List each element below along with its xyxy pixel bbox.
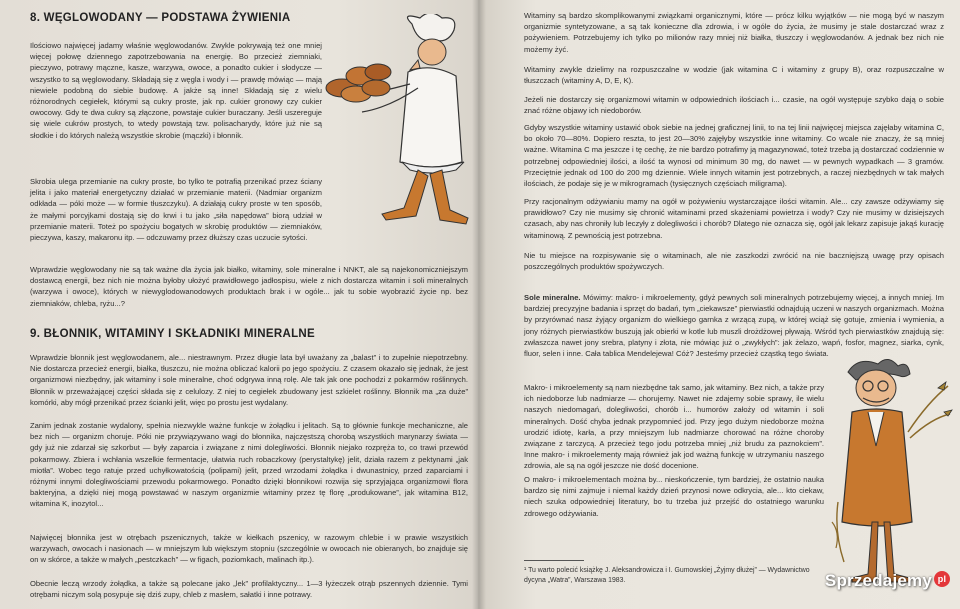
watermark-text: Sprzedajemy bbox=[824, 571, 932, 590]
vitamins-paragraph-6: Nie tu miejsce na rozpisywanie się o witaminach, ale nie zaszkodzi zwrócić na nie bacznięjszą uwagę przy opisach poszczególnych produktów spożywczych. bbox=[524, 251, 944, 272]
right-page bbox=[478, 0, 960, 609]
minerals-paragraph-2: Makro- i mikroelementy są nam niezbędne tak samo, jak witaminy. Bez nich, a także przy ich niedoborze lub nadmiarze — chorujemy. Nawet nie zdajemy sobie sprawy, ile wielu naszych niedomagań, dolegliwości, chorób i... humorów założy od witamin i soli mineralnych. Dość chyba jednak przypomnieć jod. Przy jego dużym niedoborze można urodzić idiotę, karła, a przy mniejszym lub nadmiarze chorować na różne choroby związane z tarczycą. A przecież tego jodu potrzeba mniej „niż brudu za paznokciem”. Inne makro- i mikroelementy mają również jak jod ważną funkcję w utrzymaniu naszego zdrowia, ale są na ogół jeszcze nie dość docenione. bbox=[524, 383, 824, 471]
section-9-paragraph-2: Zanim jednak zostanie wydalony, spełnia niezwykle ważne funkcje w żołądku i jelitach. Są to głównie funkcje mechaniczne, ale bez nich — organizm choruje. Póki nie przywiązywano wagi do błonnika, najczęstszą chorobą wszystkich marynarzy świata — gdy już nie zdarzał się szkorbut — były zaparcia i związane z nimi dolegliwości. Błonnik niejako rozpręża to, co trawi przewód pokarmowy. Zbiera i wchłania wszelkie fermentacje, ułatwia ruch robaczkowy (perystaltykę) jelit, działa razem z pektynami „jak miotła”. Wobec tego ratuje przed uchyłkowatością (polipami) jelit, przed wrzodami żołądka i dwunastnicy, przed zaparciami i różnymi innymi dolegliwościami przewodu pokarmowego. Ponadto dzięki błonnikowi rozwija się sprzyjająca organizmowi flora bakteryjna, a dzięki niej mogą powstawać w naszym organizmie witaminy przez tę florę „produkowane”, jak witamina B12, witamina K, inozytol... bbox=[30, 421, 468, 509]
vitamins-paragraph-2: Witaminy zwykle dzielimy na rozpuszczalne w wodzie (jak witamina C i witaminy z grupy B), oraz rozpuszczalne w tłuszczach (witaminy A, D, E, K). bbox=[524, 65, 944, 86]
section-9-paragraph-4: Obecnie leczą wrzody żołądka, a także są polecane jako „lek” profilaktyczny... 1—3 łyżeczek otrąb pszennych dziennie. Tymi otrębami niczym solą posypuje się dziś zupy, chleb z masłem, sałatki i inne potrawy. bbox=[30, 579, 468, 600]
section-8-paragraph-1: Ilościowo najwięcej jadamy właśnie węglowodanów. Zwykle pokrywają też one mniej więcej połowę dziennego zapotrzebowania na energię. Bo przecież ziemniaki, pieczywo, potrawy mączne, kasze, warzywa, owoce, a ponadto cukier i słodycze — wszystko to są węglowodany. Składają się z węgla i wody i — prawdę mówiąc — mają niewiele podobną do siebie budowę. A jakże są inne! Składają się z wielu różnorodnych cegiełek, którymi są cukry proste, jak np. cukier gronowy czy cukier owocowy. Gdy te dwa cukry są złączone, powstaje cukier buraczany. Jeśli uszereguje się wiele cukrów prostych, to wtedy powstają tzw. polisacharydy, które już nie są słodkie i do których należą wszystkie skrobie (mączki) i błonnik. bbox=[30, 41, 322, 140]
footnote-divider bbox=[524, 560, 584, 561]
section-8-paragraph-3: Wprawdzie węglowodany nie są tak ważne dla życia jak białko, witaminy, sole mineralne i NNKT, ale są najekonomiczniejszym dostawcą energii, bez nich nie można byłoby ułożyć prawidłowego jadłospisu, wiele z nich dostarcza witamin i soli mineralnych (warzywa i owoce), których w niewyglodowanodowych produktach brak i w ogóle... jak tu sobie wyobrazić życie np. bez ziemniaków, chleba, ryżu...? bbox=[30, 265, 468, 308]
minerals-text: Mówimy: makro- i mikroelementy, gdyż pewnych soli mineralnych potrzebujemy więcej, a innych mniej. Im bardziej precyzyjne badania i sprzęt do badań, tym „ciekawsze” pierwiastki odnajdują uczeni w naszych organizmach. Można by przyrównać nasz żyjący organizm do wielkiego garnka z wrzącą zupą, w której wciąż się gotuje, zmienia i wymienia, a jony różnych pierwiastków buszują jak obierki w kotle lub muszli drożdżowej pływają. Wśród tych pierwiastków znajdują się: zwłaszcza nawet jony srebra, platyny i złota, nie mówiąc już o „zwykłych”: jak żelazo, wapń, fosfor, magnez, siarka, cynk, fluor, selen i inne. Cała tablica Mendelejewa! Cóż? Jesteśmy przecież cząstką tego świata. bbox=[524, 293, 944, 359]
vitamins-paragraph-5: Przy racjonalnym odżywianiu mamy na ogół w pożywieniu wystarczające ilości witamin. Ale... czy zawsze odżywiamy się prawidłowo? Czy nie musimy się chronić witaminami przed skażeniami powietrza i wody? Czy nie musimy w dzisiejszych czasach, aby nas chroniły lub leczyły z dolegliwości i chorób? Dlatego nie oznacza się, ogół jak lekarz zapisuje jakąś kurację witaminową. Z pewnością jest potrzebna. bbox=[524, 197, 944, 240]
book-gutter bbox=[472, 0, 486, 609]
footnote: ¹ Tu warto polecić książkę J. Aleksandrowicza i I. Gumowskiej „Żyjmy dłużej” — Wydawnictwo dycyna „Watra”, Warszawa 1983. bbox=[524, 567, 810, 584]
watermark bbox=[825, 571, 950, 591]
section-9-paragraph-1: Wprawdzie błonnik jest węglowodanem, ale... niestrawnym. Przez długie lata był uważany za „balast” i to zupełnie niepotrzebny. Nie dostarcza przecież energii, białka, tłuszczu, nie można obliczać kalorii po jego spożyciu. Z czasem okazało się jednak, że jest organizmowi niezbędny, jak witaminy i sole mineralne, choć odgrywa inną rolę. Ale tak jak one pochodzi z pokarmów roślinnych. Błonnik w przeważającej części składa się z celulozy. Z niej to cegiełek zbudowany jest szkielet roślinny. Błonnik ma „za duże” komórki, aby mógł przenikać przez ścianki jelit, więc po prostu jest wydalany. bbox=[30, 353, 468, 407]
section-9-heading: 9. BŁONNIK, WITAMINY I SKŁADNIKI MINERALNE bbox=[30, 328, 315, 340]
wheat-stalks-icon bbox=[908, 382, 952, 438]
vitamins-paragraph-4: Gdyby wszystkie witaminy ustawić obok siebie na jednej graficznej linii, to na tej linii najwięcej miejsca zajęłaby witamina C, bo około 70—80%. Dopiero reszta, to jest 20—30% zajęłyby wszystkie inne witaminy. Co wcale nie znaczy, że są mniej ważne. Witamina C ma jeszcze i tę cechę, że nie bardzo potrafimy ją magazynować, toteż trzeba ją dostarczać codziennie w potrzebnej odpowiedniej ilości, a ilość ta wynosi od minimum 30 mg, do nawet — w pewnych wypadkach — 3 gramów. Przeciętnie jednak od 100 do 200 mg dziennie. Wiele innych witamin jest potrzebnych, a raczej niezbędnych w tak małych ilościach, że podaje się je w mikrogramach (tysięcznych częściach miligrama). bbox=[524, 123, 944, 189]
minerals-paragraph-3: O makro- i mikroelementach można by... nieskończenie, tym bardziej, że ostatnio nauka bardzo się nimi zajmuje i niemal każdy dzień przynosi nowe odkrycia, ale... kto ciekaw, niech szuka odpowiedniej literatury, bo tu trzeba już przejść do ostatniego warunku zdrowego odżywiania. bbox=[524, 475, 824, 518]
chef-illustration bbox=[322, 14, 472, 236]
section-8-paragraph-2: Skrobia ulega przemianie na cukry proste, bo tylko te potrafią przenikać przez ściany jelita i jako materiał energetyczny działać w przemianie materii. (Nadmiar organizm odkłada — póki może — w formie tłuszczyku). A działają cukry proste w ten sposób, że małymi porcyjkami dostają się do krwi i tu jako „siła napędowa” biorą udział w przemianie materii. Toteż po spożyciu bogatych w skrobię produktów — ziemniaków, pieczywa, kaszy, makaronu itp. — odczuwamy przez dłuższy czas uczucie sytości. bbox=[30, 177, 322, 243]
vitamins-paragraph-1: Witaminy są bardzo skomplikowanymi związkami organicznymi, które — prócz kilku wyjątków — nie mogą być w naszym organizmie syntetyzowane, a są tak konieczne dla zdrowia, i w ogóle do życia, że musimy je stale dostarczać wraz z pożywieniem. Potrzebujemy ich tylko po milionów razy mniej niż białka, tłuszczy i węglowodanów. A jednak bez nich nie możemy żyć. bbox=[524, 11, 944, 54]
professor-illustration bbox=[828, 352, 954, 588]
left-page bbox=[0, 0, 478, 609]
minerals-lead: Sole mineralne. bbox=[524, 293, 581, 302]
bread-loaves-icon bbox=[326, 64, 391, 102]
vitamins-paragraph-3: Jeżeli nie dostarczy się organizmowi witamin w odpowiednich ilościach i... czasie, na ogół występuje szybko dają o sobie znać różne objawy ich niedoborów. bbox=[524, 95, 944, 116]
watermark-badge: pl bbox=[934, 571, 950, 587]
minerals-paragraph-1 bbox=[524, 292, 944, 359]
section-9-paragraph-3: Najwięcej błonnika jest w otrębach pszenicznych, także w kiełkach pszenicy, w razowym chlebie i w prawie wszystkich warzywach, owocach i nasionach — w mniejszym lub większym stopniu (szczególnie w owocach nie obieranych, bo znajduje się on w skórce, a także w małych „pestczkach” — w figach, poziomkach, malinach itp.). bbox=[30, 533, 468, 565]
section-8-heading: 8. WĘGLOWODANY — PODSTAWA ŻYWIENIA bbox=[30, 12, 291, 24]
